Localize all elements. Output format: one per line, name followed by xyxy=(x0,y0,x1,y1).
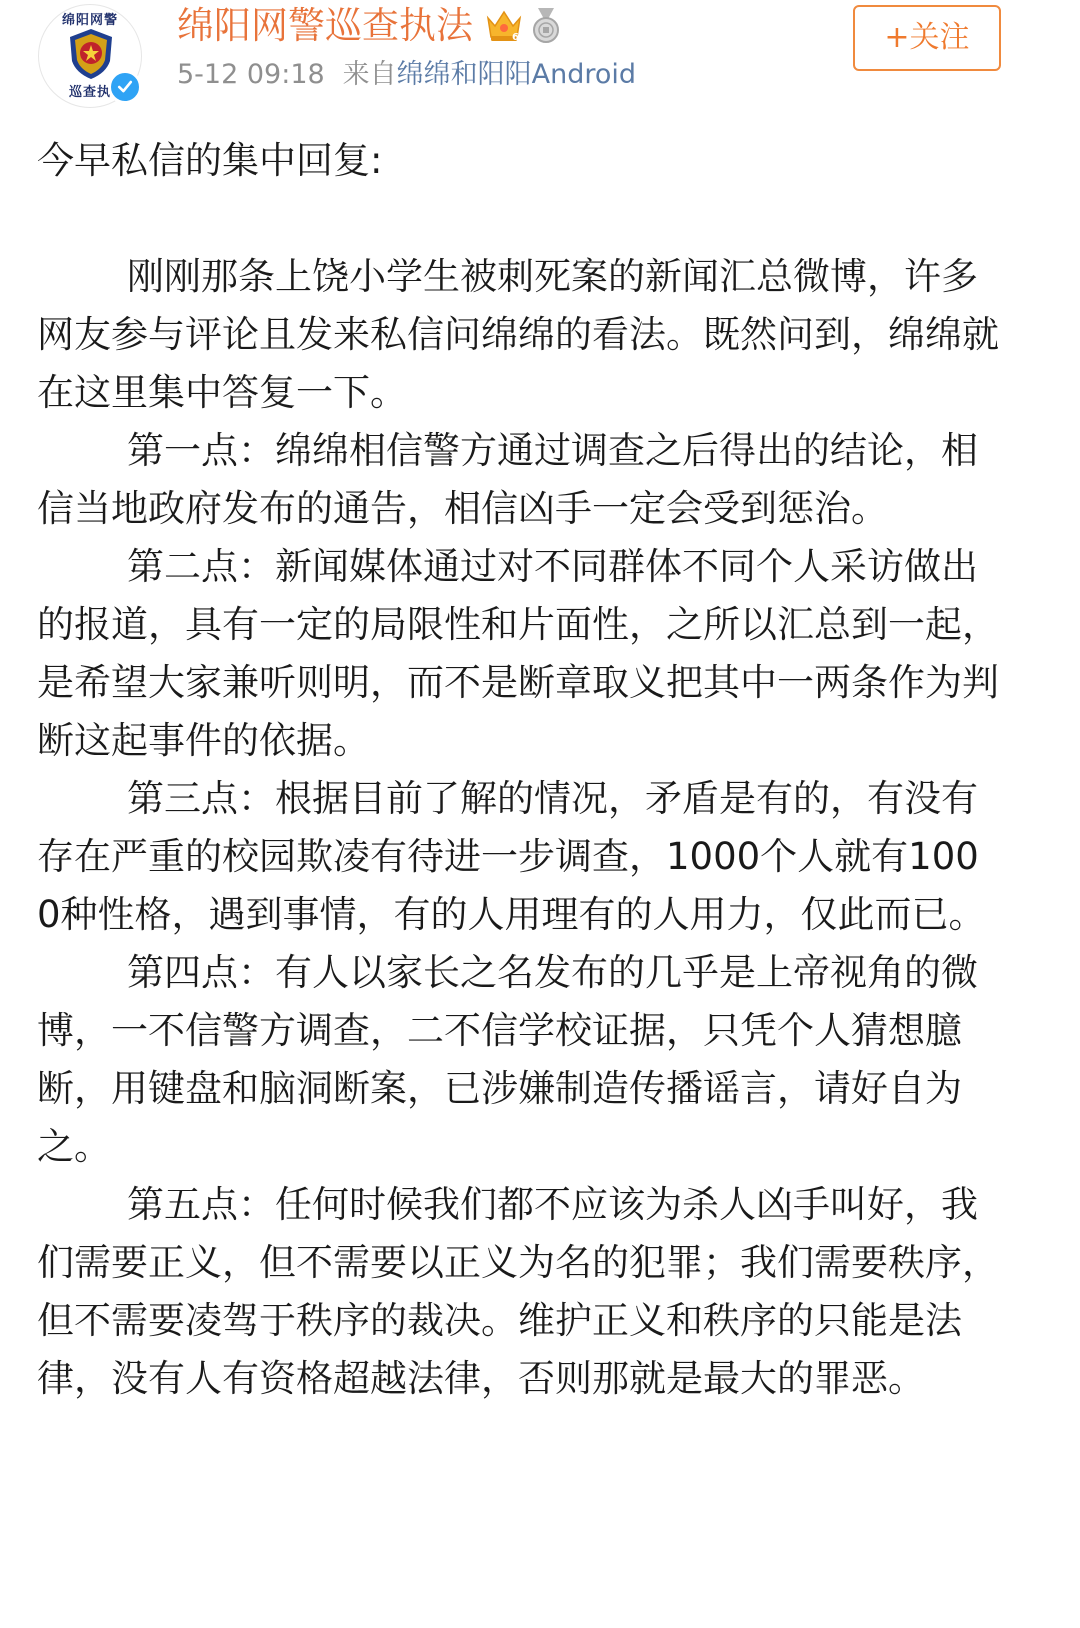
avatar-bottom-text: 巡查执 xyxy=(68,85,111,100)
account-name[interactable]: 绵阳网警巡查执法 xyxy=(177,4,473,47)
post-paragraph: 第一点：绵绵相信警方通过调查之后得出的结论，相信当地政府发布的通告，相信凶手一定会受到惩治。 xyxy=(37,429,978,530)
follow-button[interactable]: +关注 xyxy=(853,5,1001,71)
post-paragraph: 第二点：新闻媒体通过对不同群体不同个人采访做出的报道，具有一定的局限性和片面性，之所以汇总到一起，是希望大家兼听则明，而不是断章取义把其中一两条作为判断这起事件的依据。 xyxy=(37,545,999,762)
post-paragraph: 第五点：任何时候我们都不应该为杀人凶手叫好，我们需要正义，但不需要以正义为名的犯罪；我们需要秩序，但不需要凌驾于秩序的裁决。维护正义和秩序的只能是法律，没有人有资格超越法律，否则那就是最大的罪恶。 xyxy=(37,1183,999,1400)
verified-badge-icon xyxy=(108,70,142,104)
post-paragraph: 第三点：根据目前了解的情况，矛盾是有的，有没有存在严重的校园欺凌有待进一步调查，1000个人就有1000种性格，遇到事情，有的人用理有的人用力，仅此而已。 xyxy=(37,777,986,936)
post-paragraph: 第四点：有人以家长之名发布的几乎是上帝视角的微博，一不信警方调查，二不信学校证据，只凭个人猜想臆断，用键盘和脑洞断案，已涉嫌制造传播谣言，请好自为之。 xyxy=(37,951,978,1168)
avatar-top-text: 绵阳网警 xyxy=(61,13,118,28)
post-intro: 今早私信的集中回复: xyxy=(37,139,383,182)
post-timestamp: 5-12 09:18 xyxy=(177,59,325,90)
post-meta xyxy=(177,58,636,92)
source-link[interactable]: 绵绵和阳阳Android xyxy=(396,59,637,90)
post-paragraph: 刚刚那条上饶小学生被刺死案的新闻汇总微博，许多网友参与评论且发来私信问绵绵的看法。既然问到，绵绵就在这里集中答复一下。 xyxy=(37,255,999,414)
source-prefix: 来自 xyxy=(342,59,397,90)
crown-icon xyxy=(485,6,523,44)
medal-icon xyxy=(528,6,564,44)
police-emblem-icon xyxy=(66,27,116,81)
post-header xyxy=(0,0,1080,120)
svg-text:6: 6 xyxy=(512,32,519,43)
post-body xyxy=(37,132,1002,1408)
